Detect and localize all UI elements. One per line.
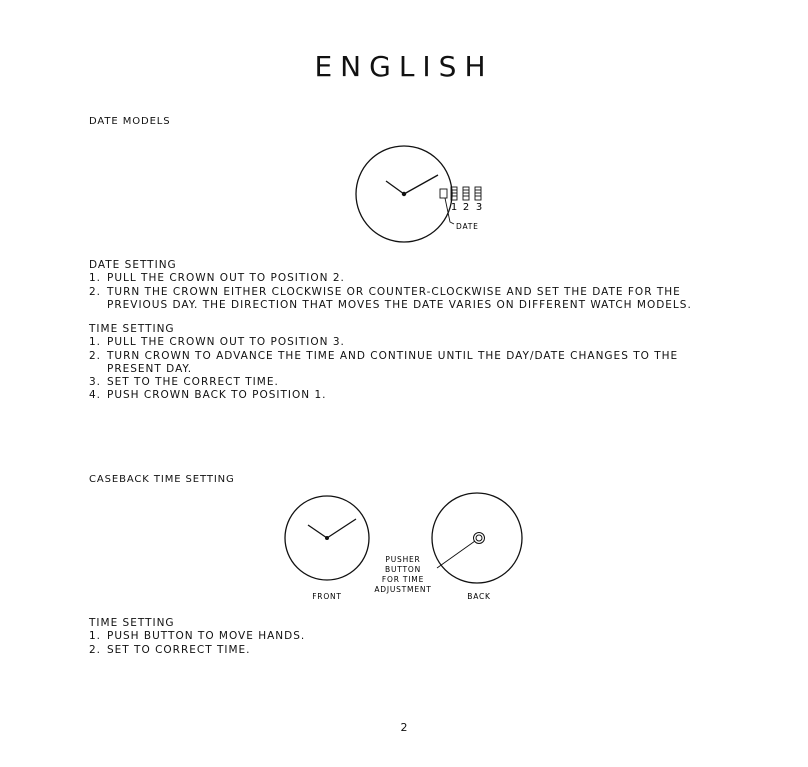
position-label-3: 3 [475, 202, 483, 213]
time-setting-section [89, 323, 678, 403]
list-item: 2. TURN CROWN TO ADVANCE THE TIME AND CONTINUE UNTIL THE DAY/DATE CHANGES TO THE PRESENT DAY. [89, 349, 679, 375]
pusher-label-line-1: PUSHER [385, 555, 421, 564]
pusher-label-line-3: FOR TIME [381, 575, 425, 584]
list-item: 3. SET TO THE CORRECT TIME. [89, 376, 279, 389]
front-minute-hand [327, 519, 356, 538]
pusher-button-outer [474, 533, 485, 544]
front-center-pin [325, 536, 329, 540]
list-item: 4. PUSH CROWN BACK TO POSITION 1. [89, 389, 327, 402]
crown-position-3 [475, 187, 481, 200]
front-label: FRONT [312, 592, 342, 601]
pusher-label-line-4: ADJUSTMENT [374, 585, 432, 594]
minute-hand [404, 175, 438, 194]
position-label-1: 1 [450, 202, 458, 213]
list-item: 2. SET TO CORRECT TIME. [89, 643, 251, 656]
list-item: 1. PULL THE CROWN OUT TO POSITION 2. [89, 272, 345, 285]
crown-position-2 [463, 187, 469, 200]
list-item: 1. PULL THE CROWN OUT TO POSITION 3. [89, 336, 345, 349]
date-setting-section [89, 259, 692, 312]
list-item: 2. TURN THE CROWN EITHER CLOCKWISE OR COUNTER-CLOCKWISE AND SET THE DATE FOR THE PREVIOUS DAY. THE DIRECTION THAT MOVES THE DATE VARIES ON DIFFERENT WATCH MODELS. [89, 285, 692, 311]
date-models-heading: DATE MODELS [89, 116, 171, 127]
caseback-time-setting-section [89, 617, 305, 657]
back-label: BACK [467, 592, 491, 601]
position-label-2: 2 [462, 202, 470, 213]
date-window [440, 189, 447, 198]
date-watch-diagram [350, 140, 500, 250]
pusher-pointer-line [437, 541, 475, 568]
front-hour-hand [308, 525, 327, 538]
date-label: DATE [456, 222, 479, 231]
list-item: 1. PUSH BUTTON TO MOVE HANDS. [89, 630, 306, 643]
back-watch-face [432, 493, 522, 583]
page-title: ENGLISH [314, 50, 494, 83]
pusher-label-line-2: BUTTON [385, 565, 421, 574]
page-number: 2 [400, 721, 408, 734]
caseback-diagram [280, 492, 530, 604]
time-setting-heading: TIME SETTING [89, 323, 175, 335]
hour-hand [386, 181, 404, 194]
caseback-time-setting-heading: TIME SETTING [89, 617, 175, 629]
center-pin [402, 192, 406, 196]
caseback-heading: CASEBACK TIME SETTING [89, 474, 235, 485]
pusher-button-inner [476, 535, 482, 541]
date-setting-heading: DATE SETTING [89, 259, 177, 271]
